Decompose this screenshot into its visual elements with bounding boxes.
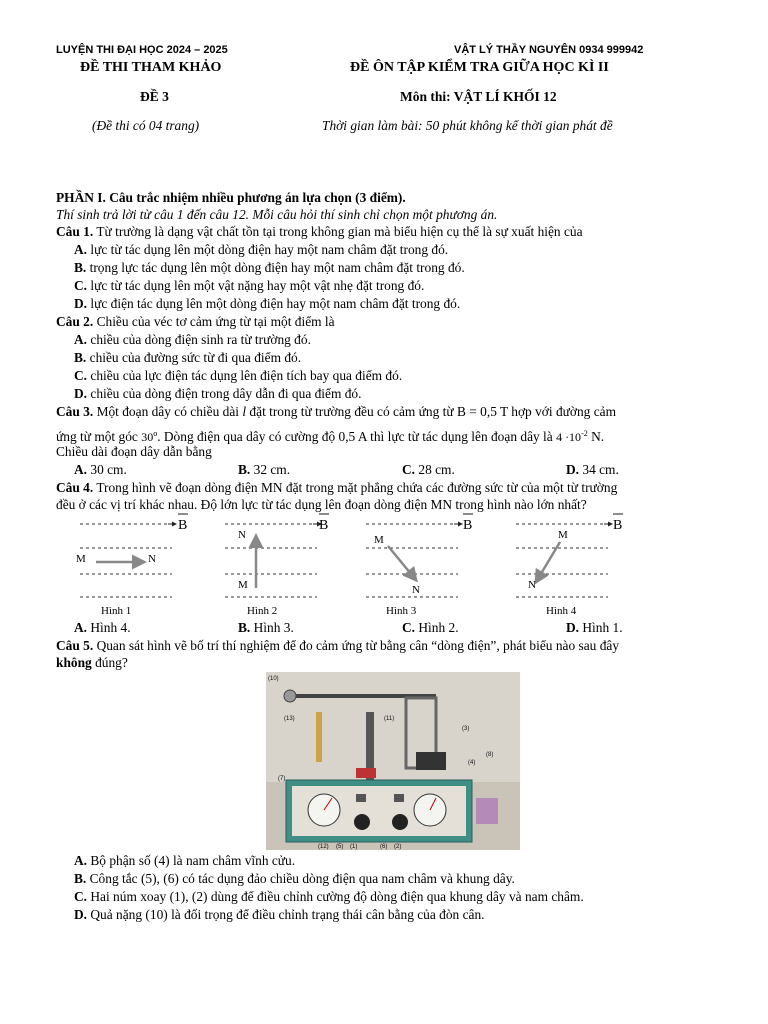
q4-option-c bbox=[402, 619, 459, 636]
question-5-line-2 bbox=[56, 654, 128, 671]
option-key: B. bbox=[238, 462, 251, 477]
length-variable: l bbox=[242, 404, 247, 419]
option-text: 34 cm. bbox=[579, 462, 619, 477]
counterweight bbox=[284, 690, 296, 702]
question-text: Từ trường là dạng vật chất tồn tại trong không gian mà biểu hiện cụ thể là sự xuất hiện của bbox=[93, 224, 583, 239]
option-key: B. bbox=[74, 871, 87, 886]
b-vector-label: B bbox=[319, 518, 329, 533]
q2-option-b bbox=[74, 349, 301, 366]
q3-option-c bbox=[402, 461, 455, 478]
point-n-label: N bbox=[412, 584, 420, 596]
section-title: PHẦN I. Câu trắc nhiệm nhiều phương án lựa chọn (3 điểm). bbox=[56, 190, 406, 205]
option-text: chiều của đường sức từ đi qua điểm đó. bbox=[86, 350, 302, 365]
point-m-label: M bbox=[238, 579, 248, 591]
question-number: Câu 3. bbox=[56, 404, 94, 419]
question-text: Quan sát hình vẽ bố trí thí nghiệm để đo cảm ứng từ bằng cân “dòng điện”, phát biểu nào sau đây bbox=[93, 638, 620, 653]
question-number: Câu 1. bbox=[56, 224, 94, 239]
magnet bbox=[416, 752, 446, 770]
force-exponent: -2 bbox=[581, 429, 588, 438]
q1-option-d bbox=[74, 295, 460, 312]
point-n-label: N bbox=[148, 553, 156, 565]
switch-5 bbox=[356, 794, 366, 802]
photo-wall bbox=[266, 672, 520, 782]
photo-label: (10) bbox=[268, 676, 279, 682]
q5-option-a bbox=[74, 852, 295, 869]
option-key: B. bbox=[74, 260, 87, 275]
photo-label: (12) bbox=[318, 844, 329, 850]
option-text: 32 cm. bbox=[250, 462, 291, 477]
force-base: 4 ·10 bbox=[556, 430, 582, 444]
question-2 bbox=[56, 313, 335, 330]
option-key: B. bbox=[74, 350, 87, 365]
question-3-line-3: Chiều dài đoạn dây dẫn bằng bbox=[56, 444, 212, 459]
photo-label: (13) bbox=[284, 716, 295, 722]
knob-2 bbox=[392, 814, 408, 830]
q3-option-d bbox=[566, 461, 619, 478]
option-text: Hình 2. bbox=[415, 620, 459, 635]
option-text: Quả nặng (10) là đối trọng để điều chỉnh trạng thái cân bằng của đòn cân. bbox=[87, 907, 485, 922]
option-key: D. bbox=[74, 296, 88, 311]
question-text: Một đoạn dây có chiều dài bbox=[93, 404, 243, 419]
segment-mn-fig3 bbox=[388, 546, 416, 580]
option-key: C. bbox=[74, 368, 88, 383]
photo-label: (7) bbox=[278, 776, 286, 782]
header-right-top: VẬT LÝ THẦY NGUYÊN 0934 999942 bbox=[454, 44, 644, 56]
q1-option-a bbox=[74, 241, 448, 258]
option-text: Công tắc (5), (6) có tác dụng đảo chiều dòng điện qua nam châm và khung dây. bbox=[86, 871, 515, 886]
question-text: ứng từ một góc bbox=[56, 429, 142, 444]
figure-caption: Hình 2 bbox=[247, 605, 278, 617]
point-m-label: M bbox=[558, 529, 568, 541]
option-key: A. bbox=[74, 462, 88, 477]
section-instruction: Thí sinh trả lời từ câu 1 đến câu 12. Mỗi câu hỏi thí sinh chỉ chọn một phương án. bbox=[56, 207, 498, 222]
photo-label: (3) bbox=[462, 726, 470, 732]
exam-number: ĐỀ 3 bbox=[140, 89, 169, 104]
force-value bbox=[556, 430, 588, 444]
question-4 bbox=[56, 479, 617, 496]
photo-label: (5) bbox=[336, 844, 344, 850]
option-text: chiều của dòng điện trong dây dẫn đi qua điểm đó. bbox=[87, 386, 362, 401]
angle-value bbox=[141, 430, 157, 444]
header-left-title: ĐỀ THI THAM KHẢO bbox=[80, 60, 222, 75]
experiment-photo bbox=[266, 672, 520, 850]
power-supply bbox=[476, 798, 498, 824]
option-key: D. bbox=[74, 386, 88, 401]
q1-option-c bbox=[74, 277, 424, 294]
option-key: C. bbox=[402, 462, 416, 477]
figure-caption: Hình 4 bbox=[546, 605, 577, 617]
time-note: Thời gian làm bài: 50 phút không kể thời gian phát đề bbox=[322, 118, 613, 133]
question-number: Câu 5. bbox=[56, 638, 94, 653]
option-key: C. bbox=[74, 278, 88, 293]
option-text: 28 cm. bbox=[415, 462, 455, 477]
question-text: đúng? bbox=[91, 655, 128, 670]
angle-number: 30 bbox=[141, 430, 154, 444]
photo-label: (2) bbox=[394, 844, 402, 850]
q4-option-a bbox=[74, 619, 131, 636]
point-m-label: M bbox=[76, 553, 86, 565]
question-3 bbox=[56, 403, 616, 420]
point-n-label: N bbox=[528, 579, 536, 591]
base-block bbox=[356, 768, 376, 778]
q3-option-b bbox=[238, 461, 290, 478]
q4-option-d bbox=[566, 619, 623, 636]
option-text: Hình 4. bbox=[87, 620, 131, 635]
photo-label: (8) bbox=[486, 752, 494, 758]
point-n-label: N bbox=[238, 529, 246, 541]
header-left-top: LUYỆN THI ĐẠI HỌC 2024 – 2025 bbox=[56, 44, 228, 56]
q2-option-c bbox=[74, 367, 402, 384]
option-text: chiều của lực điện tác dụng lên điện tích bay qua điểm đó. bbox=[87, 368, 403, 383]
option-text: Hình 3. bbox=[250, 620, 294, 635]
option-key: D. bbox=[74, 907, 88, 922]
q5-option-b bbox=[74, 870, 515, 887]
option-key: C. bbox=[402, 620, 416, 635]
point-m-label: M bbox=[374, 534, 384, 546]
q1-option-b bbox=[74, 259, 465, 276]
question-text: đặt trong từ trường đều có cảm ứng từ B = 0,5 T hợp với đường cảm bbox=[246, 404, 617, 419]
question-text: Trong hình vẽ đoạn dòng điện MN đặt trong mặt phẳng chứa các đường sức từ của một từ trường bbox=[93, 480, 618, 495]
question-text: Chiều của véc tơ cảm ứng từ tại một điểm là bbox=[93, 314, 335, 329]
option-text: chiều của dòng điện sinh ra từ trường đó. bbox=[87, 332, 311, 347]
question-number: Câu 4. bbox=[56, 480, 94, 495]
figure-caption: Hình 3 bbox=[386, 605, 417, 617]
photo-label: (11) bbox=[384, 716, 395, 722]
degree-sign: o bbox=[153, 429, 158, 438]
header-right-title: ĐỀ ÔN TẬP KIỂM TRA GIỮA HỌC KÌ II bbox=[350, 60, 609, 75]
option-text: lực điện tác dụng lên một dòng điện hay một nam châm đặt trong đó. bbox=[87, 296, 461, 311]
q2-option-d bbox=[74, 385, 361, 402]
photo-label: (6) bbox=[380, 844, 388, 850]
option-text: lực từ tác dụng lên một dòng điện hay một nam châm đặt trong đó. bbox=[87, 242, 449, 257]
option-text: Hai núm xoay (1), (2) dùng để điều chỉnh cường độ dòng điện qua khung dây và nam châm. bbox=[87, 889, 584, 904]
spring-scale bbox=[316, 712, 322, 762]
option-text: Hình 1. bbox=[579, 620, 623, 635]
option-key: D. bbox=[566, 462, 580, 477]
option-key: A. bbox=[74, 853, 88, 868]
option-key: C. bbox=[74, 889, 88, 904]
switch-6 bbox=[394, 794, 404, 802]
pages-note: (Đề thi có 04 trang) bbox=[92, 118, 200, 133]
photo-label: (1) bbox=[350, 844, 358, 850]
emphasis-word: không bbox=[56, 655, 92, 670]
q3-option-a bbox=[74, 461, 127, 478]
option-key: A. bbox=[74, 620, 88, 635]
question-1 bbox=[56, 223, 583, 240]
option-key: A. bbox=[74, 332, 88, 347]
question-5 bbox=[56, 637, 619, 654]
option-text: lực từ tác dụng lên một vật nặng hay một vật nhẹ đặt trong đó. bbox=[87, 278, 425, 293]
force-unit: N. bbox=[587, 429, 605, 444]
option-key: D. bbox=[566, 620, 580, 635]
q5-option-c bbox=[74, 888, 584, 905]
b-vector-label: B bbox=[463, 518, 473, 533]
option-key: B. bbox=[238, 620, 251, 635]
q5-option-d bbox=[74, 906, 485, 923]
question-4-line-2: đều ở các vị trí khác nhau. Độ lớn lực từ tác dụng lên đoạn dòng điện MN trong hình nào lớn nhất? bbox=[56, 497, 587, 512]
q2-option-a bbox=[74, 331, 311, 348]
field-figures bbox=[60, 510, 680, 618]
question-text: . Dòng điện qua dây có cường độ 0,5 A thì lực từ tác dụng lên đoạn dây là bbox=[157, 429, 557, 444]
option-text: Bộ phận số (4) là nam châm vĩnh cửu. bbox=[87, 853, 296, 868]
b-vector-label: B bbox=[178, 518, 188, 533]
photo-label: (4) bbox=[468, 760, 476, 766]
option-text: 30 cm. bbox=[87, 462, 127, 477]
option-key: A. bbox=[74, 242, 88, 257]
figure-caption: Hình 1 bbox=[101, 605, 132, 617]
b-vector-label: B bbox=[613, 518, 623, 533]
option-text: trọng lực tác dụng lên một dòng điện hay một nam châm đặt trong đó. bbox=[86, 260, 465, 275]
knob-1 bbox=[354, 814, 370, 830]
subject-title: Môn thi: VẬT LÍ KHỐI 12 bbox=[400, 89, 557, 104]
q4-option-b bbox=[238, 619, 294, 636]
question-number: Câu 2. bbox=[56, 314, 94, 329]
